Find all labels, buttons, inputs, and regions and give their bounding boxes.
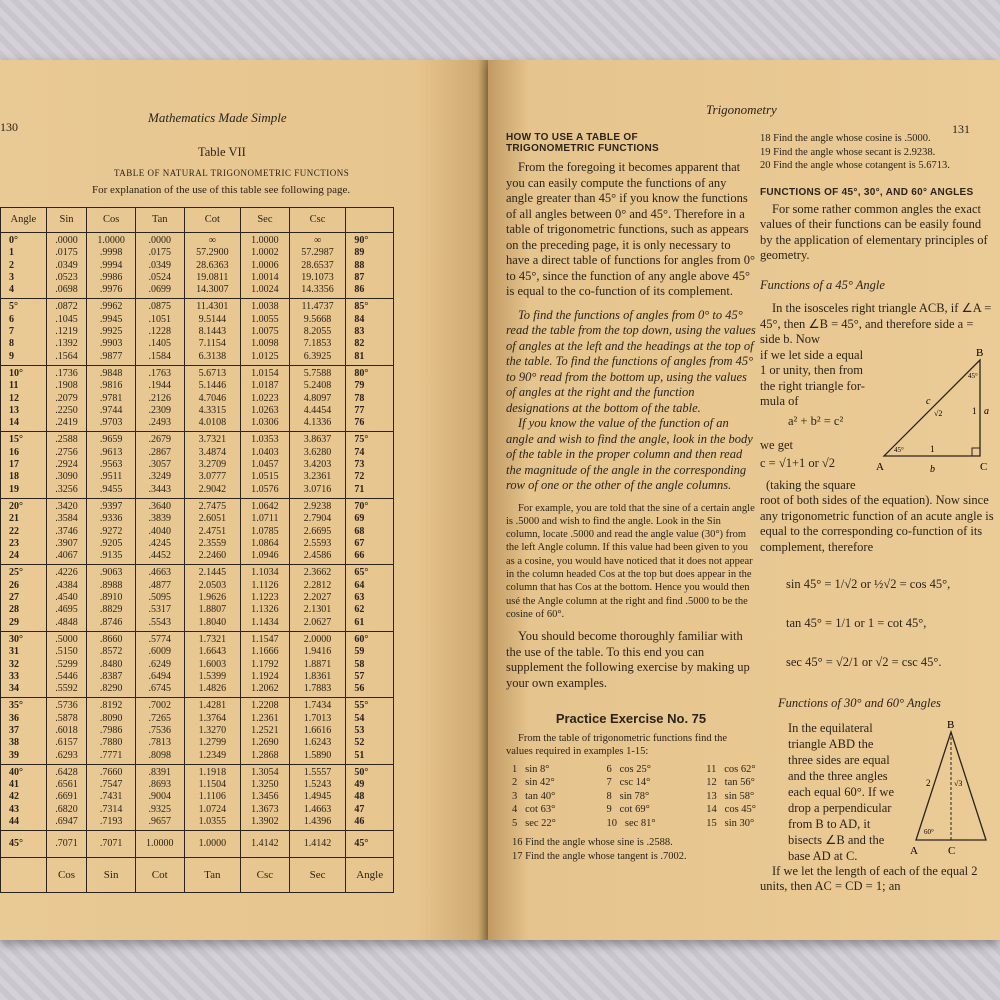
sin-cell: .4226 .4384 .4540 .4695 .4848 bbox=[46, 565, 87, 631]
table-group-row bbox=[1, 432, 394, 498]
sec-cell: 1.0000 1.0002 1.0006 1.0014 1.0024 bbox=[241, 233, 290, 299]
exercise-20: 20 Find the angle whose cotangent is 5.6713. bbox=[760, 160, 950, 171]
angle-cell-left: 0° 1 2 3 4 bbox=[1, 233, 47, 299]
sec-cell: 1.0642 1.0711 1.0785 1.0864 1.0946 bbox=[241, 498, 290, 564]
angle-cell-right: 50° 49 48 47 46 bbox=[346, 764, 394, 830]
paragraph-example: For example, you are told that the sine of a certain angle is .5000 and wish to find the angle. Look in the Sin column, locate .5000 and read the angle value (30°) from the left Angle column. If this value had been given to you as a cosine, you would have noticed that it does not appear in the column headed Cos at the top but does appear in the column that has Cos at the bottom. Hence you would then usé the Angle column at the right and find .5000 to be the cosine of 60°. bbox=[506, 502, 755, 620]
angle-b-label: 45° bbox=[968, 371, 978, 380]
csc-cell: 2.3662 2.2812 2.2027 2.1301 2.0627 bbox=[289, 565, 346, 631]
angle-cell-right: 65° 64 63 62 61 bbox=[346, 565, 394, 631]
csc-cell: 11.4737 9.5668 8.2055 7.1853 6.3925 bbox=[289, 299, 346, 365]
exercise-17: 17 Find the angle whose tangent is .7002. bbox=[512, 850, 687, 862]
subheading-30-60: Functions of 30° and 60° Angles bbox=[778, 696, 941, 710]
pythagorean-formula: a² + b² = c² bbox=[788, 413, 844, 428]
paragraph-if-you-know: If you know the value of the function of an angle and wish to find the angle, look in the body of the table in the proper column and then read the magnitude of the angle in the corresponding row of one or the other of the angle columns. bbox=[506, 416, 753, 492]
csc-cell: 2.0000 1.9416 1.8871 1.8361 1.7883 bbox=[289, 631, 346, 697]
figure-45-block bbox=[760, 348, 996, 476]
section-heading-how-to-use bbox=[506, 132, 756, 154]
angle-cell-right: 70° 69 68 67 66 bbox=[346, 498, 394, 564]
footer-cell: Csc bbox=[241, 858, 290, 893]
cot-cell: 1.1918 1.1504 1.1106 1.0724 1.0355 bbox=[184, 764, 241, 830]
side-b-label: b bbox=[930, 463, 935, 475]
cos-cell: 1.0000 .9998 .9994 .9986 .9976 bbox=[87, 233, 136, 299]
angle-cell-right: 85° 84 83 82 81 bbox=[346, 299, 394, 365]
header-cell: Sec bbox=[241, 208, 290, 233]
equation-sec-45: sec 45° = √2/1 or √2 = csc 45°. bbox=[786, 655, 942, 669]
csc-cell: 1.4142 bbox=[289, 831, 346, 858]
table-group-row bbox=[1, 498, 394, 564]
table-group-row bbox=[1, 565, 394, 631]
tan-cell: .0875 .1051 .1228 .1405 .1584 bbox=[135, 299, 184, 365]
angle-60-label: 60° bbox=[924, 827, 934, 836]
we-get-text: we get bbox=[760, 437, 793, 452]
table-group-row bbox=[1, 233, 394, 299]
tan-cell: .2679 .2867 .3057 .3249 .3443 bbox=[135, 432, 184, 498]
sec-cell: 1.4142 bbox=[241, 831, 290, 858]
vertex-b-label: B bbox=[947, 719, 955, 731]
csc-cell: 1.7434 1.7013 1.6616 1.6243 1.5890 bbox=[289, 698, 346, 764]
csc-cell: 2.9238 2.7904 2.6695 2.5593 2.4586 bbox=[289, 498, 346, 564]
angle-cell-left: 20° 21 22 23 24 bbox=[1, 498, 47, 564]
vertex-b-label: B bbox=[976, 347, 984, 359]
vertex-a-label: A bbox=[910, 844, 918, 857]
cos-cell: .8192 .8090 .7986 .7880 .7771 bbox=[87, 698, 136, 764]
footer-cell: Sin bbox=[87, 858, 136, 893]
table-note: For explanation of the use of this table see following page. bbox=[92, 184, 351, 196]
footer-cell: Tan bbox=[184, 858, 241, 893]
subheading-45: Functions of a 45° Angle bbox=[760, 277, 885, 292]
header-cell: Sin bbox=[46, 208, 87, 233]
right-column bbox=[760, 132, 996, 895]
sin-cell: .7071 bbox=[46, 831, 87, 858]
page-number-left: 130 bbox=[0, 120, 18, 134]
sec-cell: 1.0038 1.0055 1.0075 1.0098 1.0125 bbox=[241, 299, 290, 365]
sec-cell: 1.0154 1.0187 1.0223 1.0263 1.0306 bbox=[241, 365, 290, 431]
header-cell bbox=[346, 208, 394, 233]
footer-cell: Sec bbox=[289, 858, 346, 893]
exercise-18: 18 Find the angle whose cosine is .5000. bbox=[760, 133, 931, 144]
angle-cell-left: 35° 36 37 38 39 bbox=[1, 698, 47, 764]
sin-cell: .1736 .1908 .2079 .2250 .2419 bbox=[46, 365, 87, 431]
running-header-left: Mathematics Made Simple bbox=[148, 110, 287, 125]
csc-cell: 1.5557 1.5243 1.4945 1.4663 1.4396 bbox=[289, 764, 346, 830]
vertex-c-label: C bbox=[980, 460, 988, 473]
table-group-row bbox=[1, 365, 394, 431]
taking-square-text: (taking the square bbox=[766, 477, 856, 492]
equation-tan-45: tan 45° = 1/1 or 1 = cot 45°, bbox=[786, 616, 927, 630]
sin-cell: .3420 .3584 .3746 .3907 .4067 bbox=[46, 498, 87, 564]
figure-60-block bbox=[760, 720, 996, 864]
side-a-value: 1 bbox=[972, 405, 977, 416]
footer-cell bbox=[1, 858, 47, 893]
tan-cell: .3640 .3839 .4040 .4245 .4452 bbox=[135, 498, 184, 564]
hypotenuse-value: √2 bbox=[934, 408, 943, 418]
header-cell: Cos bbox=[87, 208, 136, 233]
exercise-grid bbox=[506, 763, 756, 831]
csc-cell: 3.8637 3.6280 3.4203 3.2361 3.0716 bbox=[289, 432, 346, 498]
table-title: Table VII bbox=[198, 145, 246, 159]
cos-cell: .9962 .9945 .9925 .9903 .9877 bbox=[87, 299, 136, 365]
angle-cell-left: 30° 31 32 33 34 bbox=[1, 631, 47, 697]
cot-cell: 5.6713 5.1446 4.7046 4.3315 4.0108 bbox=[184, 365, 241, 431]
angle-cell-right: 75° 74 73 72 71 bbox=[346, 432, 394, 498]
table-group-row bbox=[1, 831, 394, 858]
footer-cell: Angle bbox=[346, 858, 394, 893]
paragraph-isosceles: In the isosceles right triangle ACB, if ∠A = 45°, then ∠B = 45°, and therefore side a = side b. Now bbox=[760, 301, 992, 346]
right-page bbox=[488, 60, 1000, 940]
cot-cell: 1.7321 1.6643 1.6003 1.5399 1.4826 bbox=[184, 631, 241, 697]
trig-functions-table bbox=[0, 207, 394, 893]
vertex-c-label: C bbox=[948, 844, 956, 857]
cot-cell: ∞ 57.2900 28.6363 19.0811 14.3007 bbox=[184, 233, 241, 299]
side-b-value: 1 bbox=[930, 443, 935, 454]
tan-cell: .4663 .4877 .5095 .5317 .5543 bbox=[135, 565, 184, 631]
paragraph-let-side: if we let side a equal 1 or unity, then from the right triangle for- mula of bbox=[760, 347, 865, 408]
sec-cell: 1.0353 1.0403 1.0457 1.0515 1.0576 bbox=[241, 432, 290, 498]
footer-cell: Cos bbox=[46, 858, 87, 893]
sec-cell: 1.1034 1.1126 1.1223 1.1326 1.1434 bbox=[241, 565, 290, 631]
header-cell: Csc bbox=[289, 208, 346, 233]
tan-cell: .0000 .0175 .0349 .0524 .0699 bbox=[135, 233, 184, 299]
side-a-label: a bbox=[984, 405, 989, 417]
cos-cell: .9848 .9816 .9781 .9744 .9703 bbox=[87, 365, 136, 431]
triangle-45-shape bbox=[884, 360, 980, 456]
cos-cell: .9063 .8988 .8910 .8829 .8746 bbox=[87, 565, 136, 631]
height-label: √3 bbox=[954, 778, 963, 788]
paragraph-equilateral: In the equilateral triangle ABD the three sides are equal and the three angles each equal 60°. If we drop a perpendicular from B to AD, it bisects ∠B and the base AD at C. bbox=[788, 720, 894, 863]
angle-cell-left: 5° 6 7 8 9 bbox=[1, 299, 47, 365]
page-number-right: 131 bbox=[952, 122, 970, 136]
paragraph-familiar: You should become thoroughly familiar with the use of the table. To this end you can supplement the following exercise by making up your own examples. bbox=[506, 629, 750, 690]
header-cell: Tan bbox=[135, 208, 184, 233]
sin-cell: .0000 .0175 .0349 .0523 .0698 bbox=[46, 233, 87, 299]
table-header-row bbox=[1, 208, 394, 233]
cos-cell: .8660 .8572 .8480 .8387 .8290 bbox=[87, 631, 136, 697]
exercise-title: Practice Exercise No. 75 bbox=[555, 711, 707, 727]
cot-cell: 1.4281 1.3764 1.3270 1.2799 1.2349 bbox=[184, 698, 241, 764]
cot-cell: 2.1445 2.0503 1.9626 1.8807 1.8040 bbox=[184, 565, 241, 631]
sin-cell: .0872 .1045 .1219 .1392 .1564 bbox=[46, 299, 87, 365]
tan-cell: .8391 .8693 .9004 .9325 .9657 bbox=[135, 764, 184, 830]
heading-line: TRIGONOMETRIC FUNCTIONS bbox=[506, 143, 660, 154]
tan-cell: .5774 .6009 .6249 .6494 .6745 bbox=[135, 631, 184, 697]
exercise-column-1: 1 sin 8° 2 sin 42° 3 tan 40° 4 cot 63° 5 sec 22° bbox=[512, 763, 556, 829]
paragraph-cofunction: root of both sides of the equation). Now since any trigonometric function of an acute angle is equal to the corresponding co-function of its complement, therefore bbox=[760, 493, 994, 554]
paragraph-foregoing: From the foregoing it becomes apparent that you can easily compute the functions of any angle greater than 45° if you know the functions of all angles between 0° and 45°. Therefore in a table of trigonometric functions, such as appears on the preceding page, it is only necessary to have a direct table of functions for angles from 0° to 45°, since the function of any angle above 45° is equal to the co-function of its complement. bbox=[506, 160, 756, 298]
table-group-row bbox=[1, 299, 394, 365]
running-header-right: Trigonometry bbox=[706, 102, 777, 117]
cot-cell: 11.4301 9.5144 8.1443 7.1154 6.3138 bbox=[184, 299, 241, 365]
angle-cell-right: 80° 79 78 77 76 bbox=[346, 365, 394, 431]
angle-cell-right: 55° 54 53 52 51 bbox=[346, 698, 394, 764]
paragraph-let-length: If we let the length of each of the equal 2 units, then AC = CD = 1; an bbox=[760, 863, 978, 893]
table-group-row bbox=[1, 698, 394, 764]
cos-cell: .7071 bbox=[87, 831, 136, 858]
cos-cell: .7660 .7547 .7431 .7314 .7193 bbox=[87, 764, 136, 830]
heading-line: HOW TO USE A TABLE OF bbox=[506, 132, 638, 143]
csc-cell: 5.7588 5.2408 4.8097 4.4454 4.1336 bbox=[289, 365, 346, 431]
table-body bbox=[1, 233, 394, 858]
sec-cell: 1.1547 1.1666 1.1792 1.1924 1.2062 bbox=[241, 631, 290, 697]
table-subtitle: TABLE OF NATURAL TRIGONOMETRIC FUNCTIONS bbox=[114, 168, 350, 178]
left-page bbox=[0, 60, 490, 940]
angle-cell-left: 10° 11 12 13 14 bbox=[1, 365, 47, 431]
csc-cell: ∞ 57.2987 28.6537 19.1073 14.3356 bbox=[289, 233, 346, 299]
header-cell: Cot bbox=[184, 208, 241, 233]
angle-cell-left: 40° 41 42 43 44 bbox=[1, 764, 47, 830]
right-angle-mark bbox=[972, 448, 980, 456]
triangle-45-figure bbox=[876, 348, 996, 476]
cot-cell: 1.0000 bbox=[184, 831, 241, 858]
cos-cell: .9397 .9336 .9272 .9205 .9135 bbox=[87, 498, 136, 564]
vertex-a-label: A bbox=[876, 460, 884, 473]
sin-cell: .2588 .2756 .2924 .3090 .3256 bbox=[46, 432, 87, 498]
table-group-row bbox=[1, 764, 394, 830]
angle-cell-left: 25° 26 27 28 29 bbox=[1, 565, 47, 631]
angle-cell-left: 15° 16 17 18 19 bbox=[1, 432, 47, 498]
footer-cell: Cot bbox=[135, 858, 184, 893]
sec-cell: 1.2208 1.2361 1.2521 1.2690 1.2868 bbox=[241, 698, 290, 764]
paragraph-to-find: To find the functions of angles from 0° to 45° read the table from the top down, using the values of angles at the left and the headings at the top of the table. To find the functions of angles from 45° to 90° read from the bottom up, using the values of angles at the right and the function designations at the bottom of the table. bbox=[506, 307, 756, 415]
paragraph-special-angles: For some rather common angles the exact values of their functions can be easily found by the application of elementary principles of geometry. bbox=[760, 201, 988, 262]
c-equation: c = √1+1 or √2 bbox=[760, 455, 836, 470]
angle-cell-right: 90° 89 88 87 86 bbox=[346, 233, 394, 299]
side-length-label: 2 bbox=[926, 777, 931, 788]
exercise-column-2: 6 cos 25° 7 csc 14° 8 sin 78° 9 cot 69° 10 sec 81° bbox=[606, 763, 656, 829]
header-cell: Angle bbox=[1, 208, 47, 233]
cos-cell: .9659 .9613 .9563 .9511 .9455 bbox=[87, 432, 136, 498]
section-heading-special-angles: FUNCTIONS OF 45°, 30°, AND 60° ANGLES bbox=[760, 186, 974, 198]
exercise-19: 19 Find the angle whose secant is 2.9238. bbox=[760, 146, 936, 158]
angle-cell-right: 45° bbox=[346, 831, 394, 858]
angle-cell-right: 60° 59 58 57 56 bbox=[346, 631, 394, 697]
cot-cell: 3.7321 3.4874 3.2709 3.0777 2.9042 bbox=[184, 432, 241, 498]
sin-cell: .6428 .6561 .6691 .6820 .6947 bbox=[46, 764, 87, 830]
tan-cell: .1763 .1944 .2126 .2309 .2493 bbox=[135, 365, 184, 431]
equation-sin-45: sin 45° = 1/√2 or ½√2 = cos 45°, bbox=[786, 577, 951, 591]
side-c-label: c bbox=[926, 395, 931, 407]
sin-cell: .5736 .5878 .6018 .6157 .6293 bbox=[46, 698, 87, 764]
exercise-intro: From the table of trigonometric functions find the values required in examples 1-15: bbox=[506, 733, 728, 758]
exercise-16: 16 Find the angle whose sine is .2588. bbox=[512, 837, 673, 849]
sec-cell: 1.3054 1.3250 1.3456 1.3673 1.3902 bbox=[241, 764, 290, 830]
cot-cell: 2.7475 2.6051 2.4751 2.3559 2.2460 bbox=[184, 498, 241, 564]
angle-cell-left: 45° bbox=[1, 831, 47, 858]
table-group-row bbox=[1, 631, 394, 697]
sin-cell: .5000 .5150 .5299 .5446 .5592 bbox=[46, 631, 87, 697]
exercise-column-3: 11 cos 62° 12 tan 56° 13 sin 58° 14 cos 45° 15 sin 30° bbox=[706, 763, 756, 829]
table-footer-row bbox=[1, 858, 394, 893]
left-column bbox=[506, 132, 756, 863]
angle-a-label: 45° bbox=[894, 445, 904, 454]
tan-cell: .7002 .7265 .7536 .7813 .8098 bbox=[135, 698, 184, 764]
triangle-60-figure bbox=[910, 720, 996, 860]
tan-cell: 1.0000 bbox=[135, 831, 184, 858]
